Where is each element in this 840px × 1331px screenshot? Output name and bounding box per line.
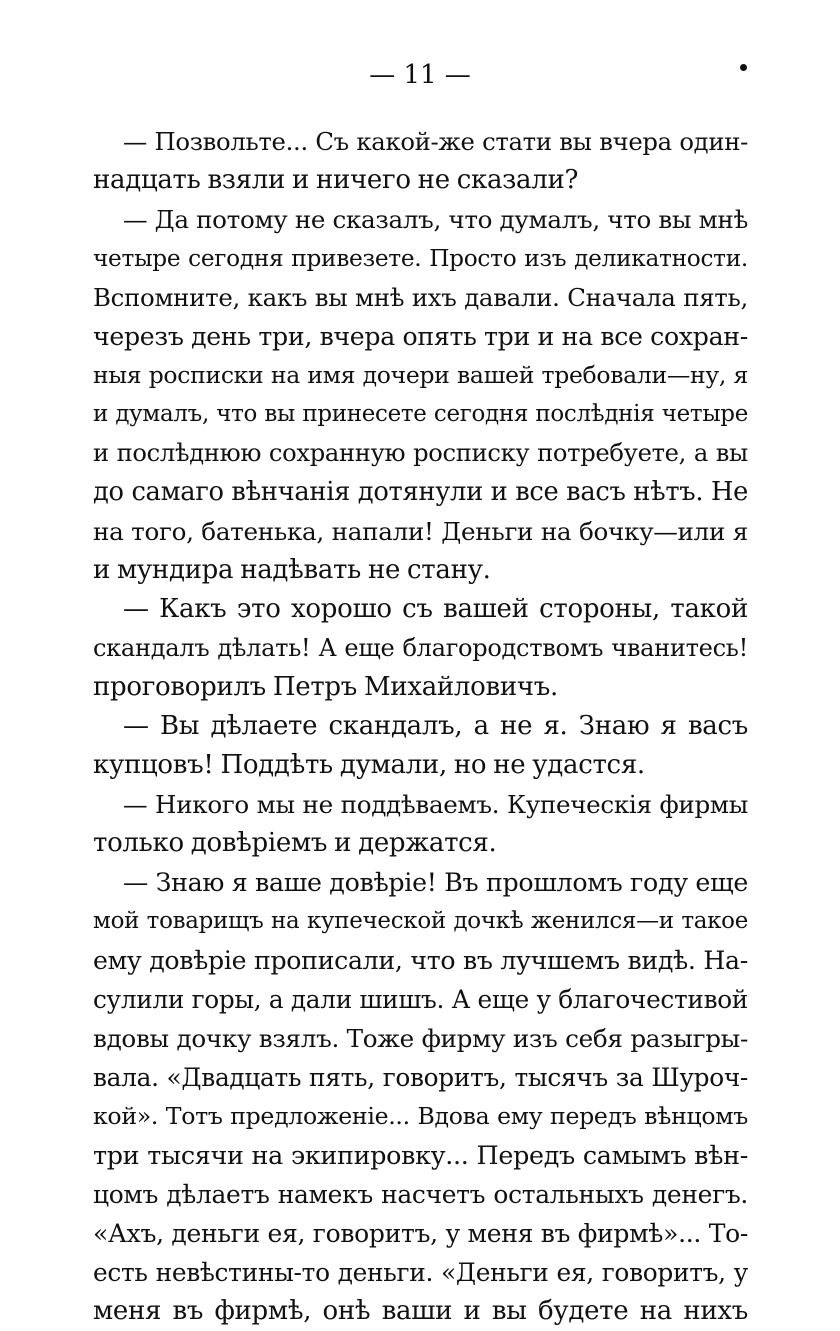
- text-line: черезъ день три, вчера опять три и на все сохран-: [93, 322, 748, 351]
- text-line: вдовы дочку взялъ. Тоже фирму изъ себя разыгры-: [93, 1024, 748, 1053]
- text-line: — Да потому не сказалъ, что думалъ, что вы мнѣ: [123, 205, 748, 234]
- text-line: — Знаю я ваше довѣріе! Въ прошломъ году еще: [123, 868, 748, 897]
- text-line: четыре сегодня привезете. Просто изъ деликатности.: [93, 245, 748, 272]
- text-line: — Какъ это хорошо съ вашей стороны, такой: [123, 594, 748, 624]
- page-dot-mark: [740, 64, 747, 71]
- text-line: только довѣріемъ и держатся.: [93, 828, 497, 858]
- text-line: есть невѣстины-то деньги. «Деньги ея, говоритъ, у: [93, 1258, 748, 1287]
- text-line: вала. «Двадцать пять, говоритъ, тысячъ за Шуроч-: [93, 1063, 748, 1092]
- text-line: и послѣднюю сохранную росписку потребуете, а вы: [93, 439, 748, 467]
- text-line: кой». Тотъ предложеніе... Вдова ему передъ вѣнцомъ: [93, 1102, 748, 1130]
- text-line: — Вы дѣлаете скандалъ, а не я. Знаю я васъ: [123, 711, 748, 741]
- text-line: проговорилъ Петръ Михайловичъ.: [93, 672, 558, 702]
- text-line: — Никого мы не поддѣваемъ. Купеческія фирмы: [123, 790, 748, 819]
- text-line: мой товарищъ на купеческой дочкѣ женился—и такое: [93, 908, 748, 934]
- text-line: меня въ фирмѣ, онѣ ваши и вы будете на нихъ: [93, 1296, 748, 1326]
- text-line: три тысячи на экипировку... Передъ самымъ вѣн-: [93, 1140, 748, 1170]
- text-line: — Позвольте... Съ какой-же стати вы вчера один-: [123, 127, 748, 156]
- page-number: — 11 —: [369, 60, 471, 90]
- text-line: купцовъ! Поддѣть думали, но не удастся.: [93, 750, 645, 780]
- text-line: и мундира надѣвать не стану.: [93, 555, 491, 585]
- text-line: до самаго вѣнчанія дотянули и все васъ нѣтъ. Не: [93, 477, 748, 507]
- text-line: ныя росписки на имя дочери вашей требовали—ну, я: [93, 361, 748, 389]
- text-line: и думалъ, что вы принесете сегодня послѣднія четыре: [93, 401, 748, 427]
- text-line: цомъ дѣлаетъ намекъ насчетъ остальныхъ денегъ.: [93, 1180, 748, 1209]
- text-line: «Ахъ, деньги ея, говоритъ, у меня въ фирмѣ»... То-: [93, 1219, 748, 1248]
- text-line: скандалъ дѣлать! А еще благородствомъ чванитесь!: [93, 634, 748, 662]
- text-line: Вспомните, какъ вы мнѣ ихъ давали. Сначала пять,: [93, 283, 748, 312]
- text-line: на того, батенька, напали! Деньги на бочку—или я: [93, 517, 748, 546]
- page-body: [93, 122, 748, 1331]
- text-line: ему довѣріе прописали, что въ лучшемъ видѣ. На-: [93, 946, 748, 975]
- text-line: надцать взяли и ничего не сказали?: [93, 165, 579, 195]
- text-line: сулили горы, а дали шишъ. А еще у благочестивой: [93, 985, 748, 1014]
